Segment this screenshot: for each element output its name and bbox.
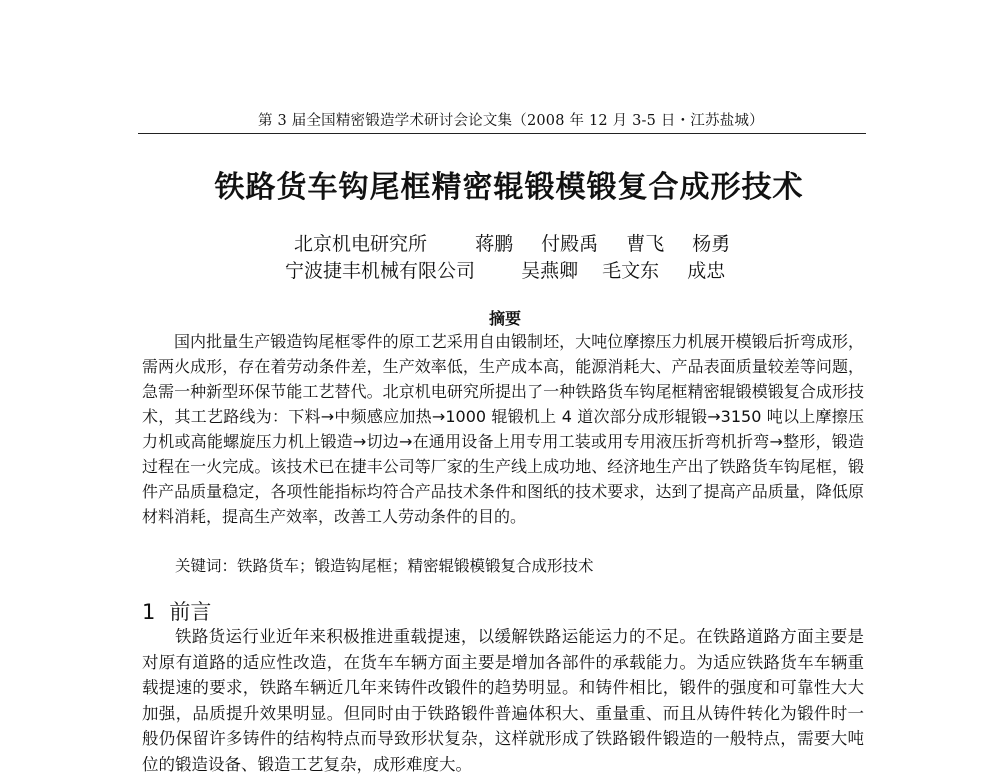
abstract-heading: 摘要 [488, 309, 521, 328]
author-name: 毛文东 [602, 260, 660, 282]
section-heading [142, 596, 211, 626]
author-line-2 [285, 256, 725, 283]
author-name: 杨勇 [692, 233, 731, 255]
abstract-text: 国内批量生产锻造钩尾框零件的原工艺采用自由锻制坯，大吨位摩擦压力机展开模锻后折弯成形，需两火成形，存在着劳动条件差，生产效率低，生产成本高，能源消耗大、产品表面质量较差等问题，急需一种新型环保节能工艺替代。北京机电研究所提出了一种铁路货车钩尾框精密辊锻模锻复合成形技术，其工艺路线为：下料→中频感应加热→1000 辊锻机上 4 道次部分成形辊锻→3150 吨以上摩擦压力机或高能螺旋压力机上锻造→切边→在通用设备上用专用工装或用专用液压折弯机折弯→整形，锻造过程在一火完成。该技术已在捷丰公司等厂家的生产线上成功地、经济地生产出了铁路货车钩尾框，锻件产品质量稳定，各项性能指标均符合产品技术条件和图纸的技术要求，达到了提高产品质量，降低原材料消耗，提高生产效率，改善工人劳动条件的目的。 [142, 332, 864, 526]
keywords: 关键词：铁路货车；锻造钩尾框；精密辊锻模锻复合成形技术 [175, 557, 594, 575]
section-number: 1 [142, 600, 156, 624]
author-line-1 [294, 229, 730, 256]
running-header: 第 3 届全国精密锻造学术研讨会论文集（2008 年 12 月 3-5 日・江苏盐城） [258, 113, 764, 129]
header-rule [138, 133, 866, 134]
author-name: 曹飞 [626, 233, 665, 255]
author-name: 吴燕卿 [521, 260, 579, 282]
section-title: 前言 [169, 600, 212, 624]
author-name: 蒋鹏 [475, 233, 514, 255]
author-name: 成忠 [687, 260, 726, 282]
author-name: 付殿禹 [541, 233, 599, 255]
section-body: 铁路货运行业近年来积极推进重载提速，以缓解铁路运能运力的不足。在铁路道路方面主要是对原有道路的适应性改造，在货车车辆方面主要是增加各部件的承载能力。为适应铁路货车车辆重载提速的要求，铁路车辆近几年来铸件改锻件的趋势明显。和铸件相比，锻件的强度和可靠性大大加强，品质提升效果明显。但同时由于铁路锻件普遍体积大、重量重、而且从铸件转化为锻件时一般仍保留许多铸件的结构特点而导致形状复杂，这样就形成了铁路锻件锻造的一般特点，需要大吨位的锻造设备、锻造工艺复杂，成形难度大。 [142, 627, 864, 774]
paper-title: 铁路货车钩尾框精密辊锻模锻复合成形技术 [214, 170, 804, 205]
institution: 北京机电研究所 [294, 233, 428, 255]
institution: 宁波捷丰机械有限公司 [285, 260, 476, 282]
